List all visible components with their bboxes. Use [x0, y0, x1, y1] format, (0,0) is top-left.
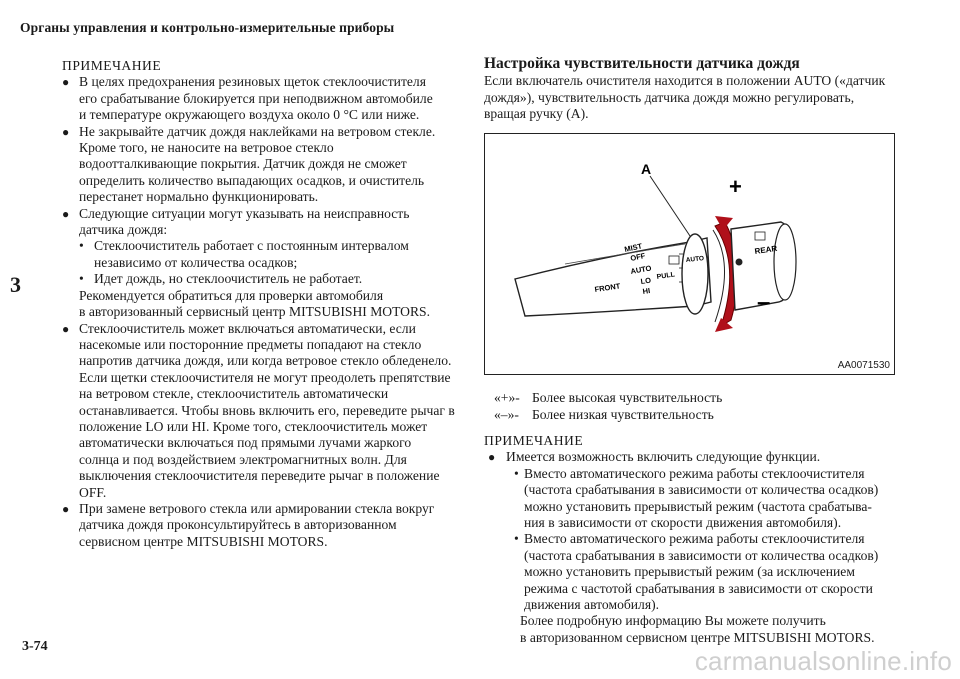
- sub-marker: •: [79, 271, 84, 287]
- text-line: При замене ветрового стекла или армировании стекла вокруг: [79, 500, 435, 516]
- text-line: солнца и под воздействием электромагнитных волн. Для: [79, 451, 407, 467]
- text-line: (частота срабатывания в зависимости от количества осадков): [524, 482, 879, 498]
- text-line: Если щетки стеклоочистителя не могут преодолеть препятствие: [79, 369, 451, 385]
- sub-item: [484, 466, 904, 532]
- text-line: автоматически включаться под прямыми лучами жаркого: [79, 435, 412, 451]
- legend-symbol: «+»-: [494, 390, 520, 405]
- text-line: можно установить прерывистый режим (частота срабатыва-: [524, 498, 872, 514]
- text-line: определить количество выпадающих осадков, и очиститель: [79, 172, 425, 188]
- text-line: режима с частотой срабатывания в зависимости от скорости: [524, 580, 873, 596]
- text-line: Имеется возможность включить следующие функции.: [506, 449, 821, 465]
- label-plus: +: [729, 174, 742, 199]
- legend-text: Более низкая чувствительность: [532, 407, 714, 422]
- label-auto: AUTO: [629, 263, 653, 276]
- text-line: Стеклоочиститель работает с постоянным интервалом: [94, 238, 409, 254]
- bullet-dot: ●: [62, 75, 70, 90]
- text-line: Более подробную информацию Вы можете получить: [520, 613, 826, 629]
- text-line: перестанет нормально функционировать.: [79, 189, 319, 205]
- text-line: напротив датчика дождя, или когда ветровое стекло обледенело.: [79, 353, 452, 369]
- leader-line: [650, 176, 690, 236]
- text-line: водоотталкивающие покрытия. Датчик дождя не сможет: [79, 156, 407, 172]
- text-line: в авторизованный сервисный центр MITSUBISHI MOTORS.: [79, 304, 430, 320]
- label-minus: –: [757, 289, 771, 316]
- bullet-dot: ●: [62, 321, 70, 336]
- chapter-tab: 3: [10, 272, 21, 297]
- text-line: можно установить прерывистый режим (за исключением: [524, 564, 855, 580]
- text-line: насекомые или посторонние предметы попадают на стекло: [79, 336, 422, 352]
- label-a: A: [641, 161, 652, 177]
- text-line: в авторизованном сервисном центре MITSUBISHI MOTORS.: [520, 629, 875, 645]
- text-line: Идет дождь, но стеклоочиститель не работает.: [94, 271, 363, 287]
- dial-outline: [713, 230, 725, 322]
- bullet-dot: ●: [62, 124, 70, 139]
- figure-code: AA0071530: [837, 360, 890, 371]
- note-bullet: [62, 74, 462, 123]
- note-bullet: [62, 501, 462, 550]
- text-line: датчика дождя проконсультируйтесь в авторизованном: [79, 517, 397, 533]
- text-line: на ветровом стекле, стеклоочиститель автоматически: [79, 386, 389, 402]
- text-line: и температуре окружающего воздуха около 0 °C или ниже.: [79, 107, 420, 123]
- figure-legend: [494, 389, 722, 423]
- bullet-dot: ●: [488, 450, 496, 465]
- text-line: OFF.: [79, 484, 107, 500]
- text-line: В целях предохранения резиновых щеток стеклоочистителя: [79, 74, 426, 90]
- text-line: Если включатель очистителя находится в положении AUTO («датчик: [484, 73, 886, 89]
- text-line: Вместо автоматического режима работы стеклоочистителя: [524, 531, 865, 547]
- text-line: датчика дождя:: [79, 222, 168, 238]
- sub-item: [484, 531, 904, 613]
- bullet-dot: ●: [62, 206, 70, 221]
- legend-row: [494, 389, 722, 406]
- bullet-dot: ●: [62, 501, 70, 516]
- note-title: ПРИМЕЧАНИЕ: [484, 433, 584, 448]
- text-line: движения автомобиля).: [524, 597, 660, 613]
- text-line: положение LO или HI. Кроме того, стеклоочиститель может: [79, 418, 428, 434]
- end-cap-face: [774, 224, 796, 300]
- section-title: Настройка чувствительности датчика дождя: [484, 55, 800, 72]
- note-title: ПРИМЕЧАНИЕ: [62, 58, 162, 73]
- text-line: (частота срабатывания в зависимости от количества осадков): [524, 547, 879, 563]
- left-note: [62, 58, 462, 550]
- sub-item: [62, 271, 462, 287]
- knob-ring: [682, 234, 708, 314]
- text-line: останавливается. Чтобы вновь включить его, переведите рычаг в: [79, 402, 455, 418]
- note-continuation: [62, 288, 462, 321]
- text-line: его срабатывание блокируется при неподвижном автомобиле: [79, 90, 433, 106]
- section: [484, 56, 904, 123]
- note-bullet: [488, 449, 904, 465]
- text-line: Рекомендуется обратиться для проверки автомобиля: [79, 287, 384, 303]
- wiper-switch-figure: [484, 133, 895, 375]
- text-line: Следующие ситуации могут указывать на неисправность: [79, 205, 410, 221]
- text-line: Не закрывайте датчик дождя наклейками на ветровом стекле.: [79, 123, 436, 139]
- text-line: ния в зависимости от скорости движения автомобиля).: [524, 515, 842, 531]
- page-number: 3-74: [22, 639, 48, 654]
- label-hi: HI: [642, 286, 651, 296]
- label-front: FRONT: [594, 281, 621, 294]
- right-note: [484, 433, 904, 646]
- sub-marker: •: [514, 465, 519, 481]
- label-lo: LO: [640, 275, 652, 286]
- text-line: вращая ручку (A).: [484, 106, 589, 122]
- watermark: carmanualsonline.info: [694, 646, 952, 676]
- text-line: дождя»), чувствительность датчика дождя можно регулировать,: [484, 89, 855, 105]
- note-continuation: [484, 613, 904, 646]
- page-header: Органы управления и контрольно-измерительные приборы: [20, 20, 395, 35]
- label-rear: REAR: [754, 243, 778, 256]
- legend-symbol: «–»-: [494, 407, 519, 422]
- sub-item: [62, 238, 462, 271]
- sub-marker: •: [514, 531, 519, 547]
- label-mist: MIST: [623, 241, 643, 254]
- text-line: Кроме того, не наносите на ветровое стекло: [79, 140, 334, 156]
- label-pull: PULL: [656, 271, 676, 281]
- text-line: независимо от количества осадков;: [94, 254, 298, 270]
- note-bullet: [62, 124, 462, 206]
- label-auto-dial: AUTO: [685, 255, 705, 264]
- wiper-lever-illustration: [485, 134, 894, 374]
- text-line: сервисном центре MITSUBISHI MOTORS.: [79, 533, 328, 549]
- note-bullet: [62, 206, 462, 239]
- label-off: OFF: [629, 251, 647, 263]
- legend-row: [494, 406, 722, 423]
- legend-text: Более высокая чувствительность: [532, 390, 723, 405]
- sub-marker: •: [79, 238, 84, 254]
- text-line: выключения стеклоочистителя переведите рычаг в положение: [79, 468, 440, 484]
- text-line: Вместо автоматического режима работы стеклоочистителя: [524, 465, 865, 481]
- indicator-dot: [736, 259, 743, 266]
- text-line: Стеклоочиститель может включаться автоматически, если: [79, 320, 416, 336]
- note-bullet: [62, 321, 462, 501]
